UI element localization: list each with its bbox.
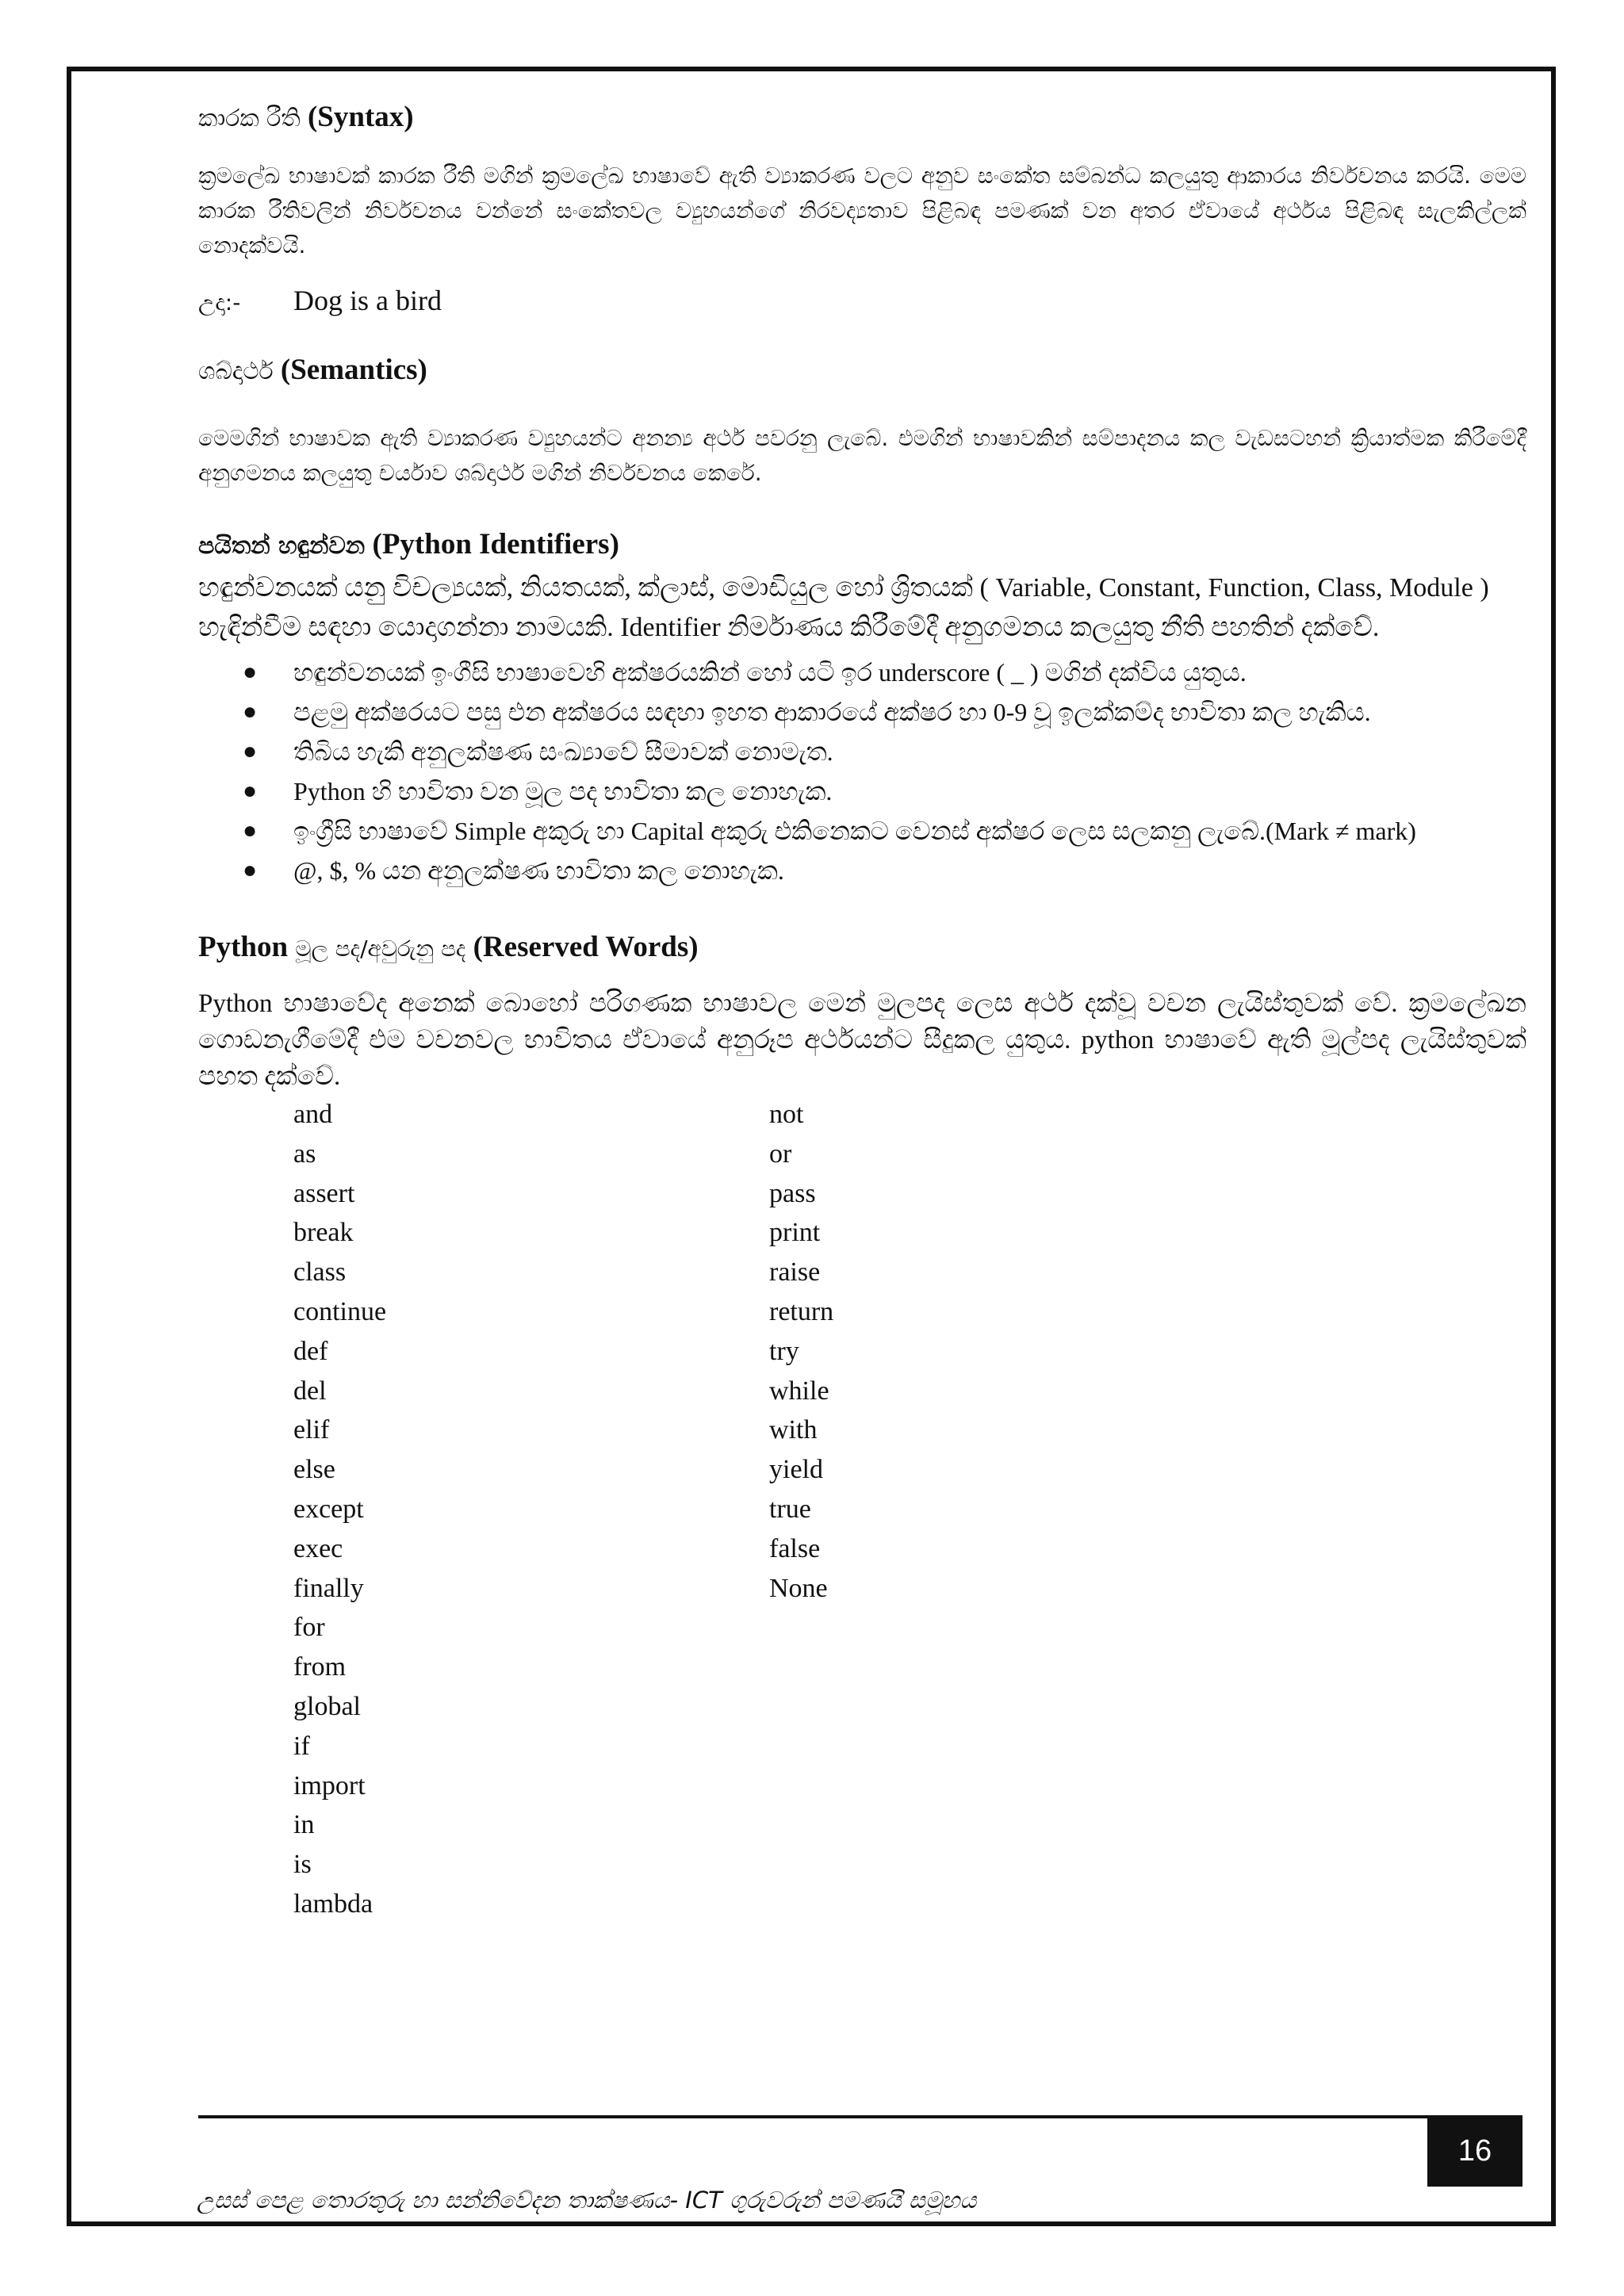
syntax-example — [198, 281, 1526, 323]
syntax-heading-si: කාරක රීති — [198, 105, 301, 132]
keyword: pass — [769, 1178, 816, 1208]
keyword: true — [769, 1494, 811, 1524]
syntax-heading — [198, 95, 1526, 141]
keyword-column-right — [769, 1095, 833, 1608]
bullet-icon: ● — [243, 857, 258, 883]
keyword-columns — [198, 1095, 1526, 1943]
footer-rule — [198, 2115, 1510, 2118]
reserved-heading — [198, 925, 1526, 971]
keyword: global — [293, 1691, 361, 1721]
semantics-heading — [198, 348, 1526, 394]
keyword: del — [293, 1376, 327, 1406]
bullet-icon: ● — [243, 817, 258, 844]
bullet-icon: ● — [243, 738, 258, 764]
keyword: import — [293, 1770, 366, 1800]
footer-text: උසස් පෙළ තොරතුරු හා සන්නිවේදන තාක්ෂණය- ICT ගුරුවරුන් පමණයි සමූහය — [197, 2187, 977, 2214]
syntax-heading-en: (Syntax) — [307, 101, 414, 133]
keyword: finally — [293, 1573, 364, 1603]
keyword: return — [769, 1296, 834, 1326]
list-item: ● ඉංග්‍රීසි භාෂාවේ Simple අකුරු හා Capital අකුරු එකිනෙකට වෙනස් අක්ෂර ලෙස සලකනු ලැබේ.(Mark ≠ mark) — [198, 811, 1526, 851]
keyword: else — [293, 1455, 335, 1485]
keyword: with — [769, 1415, 818, 1445]
identifiers-heading-en: (Python Identifiers) — [372, 528, 619, 561]
keyword: not — [769, 1100, 804, 1129]
keyword: break — [293, 1218, 354, 1248]
keyword: continue — [293, 1296, 387, 1326]
keyword-column-left — [293, 1095, 386, 1924]
keyword: is — [293, 1850, 312, 1880]
semantics-paragraph: මෙමගින් භාෂාවක ඇති ව්‍යාකරණ ව්‍යුහයන්ට අනන්‍ය අර්ථ පවරනු ලැබේ. එමගින් භාෂාවකින් සම්පාදනය කල වැඩසටහන් ක්‍රියාත්මක කිරීමේදී අනුගමනය කලයුතු චර්යාව ශබ්දාර්ථ මගින් නිර්වචනය කෙරේ. — [198, 425, 1526, 486]
list-item: ● @, $, % යන අනුලක්ෂණ භාවිතා කල නොහැක. — [198, 851, 1526, 890]
reserved-heading-python: Python — [198, 931, 289, 963]
list-item: ● හඳුන්වනයක් ඉංගීසි භාෂාවෙහි අක්ෂරයකින් හෝ යටි ඉර underscore ( _ ) මගින් දක්විය යුතුය. — [198, 652, 1526, 692]
bullet-icon: ● — [243, 698, 258, 725]
list-item: ● තිබිය හැකි අනුලක්ෂණ සංඛ්‍යාවේ සීමාවක් නොමැත. — [198, 732, 1526, 771]
keyword: yield — [769, 1455, 823, 1485]
keyword: try — [769, 1336, 799, 1366]
reserved-paragraph: Python භාෂාවේද අනෙක් බොහෝ පරිගණක භාෂාවල මෙන් මුලපද ලෙස අර්ථ දක්වූ වචන ලැයිස්තුවක් වේ. ක්‍රමලේඛන ගොඩනැගීමේදී එම වචනවල භාවිතය ඒවායේ අනුරූප අර්ථයන්ට සීදුකල යුතුය. python භාෂාවේ ඇති මූල්පද ලැයිස්තුවක් පහත දක්වේ. — [198, 989, 1526, 1091]
page-number: 16 — [1427, 2115, 1522, 2187]
identifiers-paragraph: හඳුන්වනයක් යනු විචල්‍යයක්, නියතයක්, ක්ලාස්, මොඩියුල හෝ ශ්‍රිතයක් ( Variable, Constant, Function, Class, Module ) හැඳින්වීම සඳහා යොදාගන්නා නාමයකි. Identifier නිර්මාණය කිරීමේදී අනුගමනය කලයුතු නීති පහතින් දක්වේ. — [198, 573, 1489, 642]
semantics-heading-en: (Semantics) — [280, 354, 427, 386]
reserved-heading-en: (Reserved Words) — [473, 931, 699, 963]
identifiers-heading-si: පයිතන් හඳුන්වන — [198, 532, 366, 560]
bullet-icon: ● — [243, 778, 258, 804]
keyword: elif — [293, 1415, 330, 1445]
keyword: or — [769, 1138, 792, 1169]
bullet-icon: ● — [243, 659, 258, 685]
reserved-heading-si: මූල පද/අවුරුනු පද — [295, 936, 466, 962]
semantics-heading-si: ශබ්දාර්ථ — [198, 358, 274, 385]
list-item: ● Python හි භාවිතා වන මූල පද භාවිතා කල නොහැක. — [198, 771, 1526, 811]
identifiers-heading — [198, 522, 1526, 568]
keyword: as — [293, 1138, 316, 1169]
keyword: lambda — [293, 1888, 373, 1919]
keyword: and — [293, 1100, 333, 1129]
keyword: print — [769, 1218, 821, 1248]
keyword: None — [769, 1573, 828, 1603]
example-text: Dog is a bird — [293, 285, 442, 316]
keyword: def — [293, 1336, 328, 1366]
example-label: උදා:- — [198, 289, 241, 316]
keyword: while — [769, 1376, 829, 1406]
keyword: except — [293, 1494, 364, 1524]
keyword: from — [293, 1652, 347, 1682]
keyword: false — [769, 1533, 821, 1563]
syntax-paragraph: ක්‍රමලේඛ භාෂාවක් කාරක රීති මගින් ක්‍රමලේඛ භාෂාවේ ඇති ව්‍යාකරණ වලට අනුව සංකේත සම්බන්ධ කලයුතු ආකාරය නිර්වචනය කරයි. මෙම කාරක රීතිවලින් නිර්වචනය වන්නේ සංකේතවල ව්‍යුහයන්ගේ නිරවද්‍යතාව පිළිබඳ පමණක් වන අතර ඒවායේ අර්ථය පිළිබඳ සැලකිල්ලක් නොදක්වයි. — [198, 163, 1526, 258]
keyword: in — [293, 1810, 315, 1840]
keyword: class — [293, 1257, 347, 1288]
keyword: if — [293, 1731, 310, 1761]
keyword: raise — [769, 1257, 821, 1288]
keyword: assert — [293, 1178, 355, 1208]
identifier-rules-list — [198, 652, 1526, 890]
list-item: ● පළමු අක්ෂරයට පසු එන අක්ෂරය සඳහා ඉහත ආකාරයේ අක්ෂර හා 0-9 වූ ඉලක්කම්ද භාවිතා කල හැකිය. — [198, 692, 1526, 732]
keyword: exec — [293, 1533, 343, 1563]
page-content — [198, 94, 1526, 1943]
keyword: for — [293, 1613, 325, 1643]
